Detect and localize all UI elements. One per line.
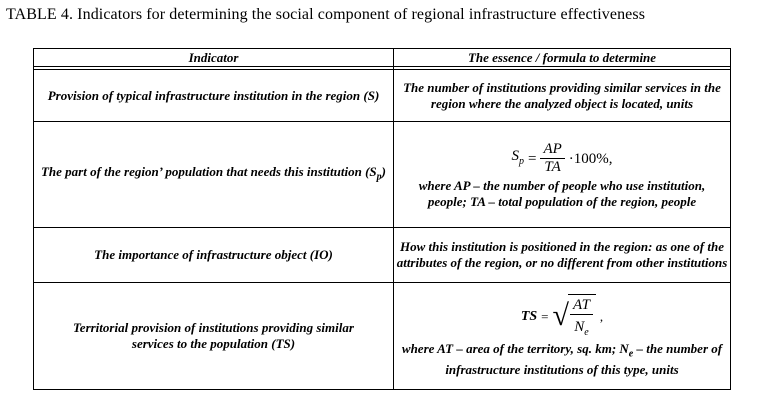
header-indicator: Indicator: [34, 49, 394, 67]
formula-sp: [511, 141, 612, 176]
essence-cell: How this institution is positioned in the region: as one of the attributes of the region, or no different from other institutions: [394, 228, 731, 283]
table-row: [34, 283, 731, 390]
formula-numerator: AT: [570, 297, 593, 315]
formula-lhs: S: [511, 147, 519, 164]
indicators-table: [33, 48, 731, 390]
indicator-cell: [34, 122, 394, 228]
formula-denominator-sub: e: [584, 326, 589, 338]
formula-lhs: TS: [520, 309, 538, 325]
table-row: [34, 70, 731, 122]
formula-lhs-sub: p: [518, 155, 524, 167]
table-row: [34, 122, 731, 228]
formula-tail: ,: [599, 309, 604, 325]
essence-cell: [394, 283, 731, 390]
formula-ts: [521, 294, 603, 341]
formula-eq: =: [527, 150, 537, 167]
indicator-cell: Provision of typical infrastructure institution in the region (S): [34, 70, 394, 122]
indicator-cell: Territorial provision of institutions providing similar services to the population (TS): [34, 283, 394, 390]
indicator-subscript: p: [376, 171, 382, 183]
table-row: [34, 228, 731, 283]
formula-eq: =: [541, 309, 549, 325]
formula-denominator: N: [574, 318, 585, 335]
essence-text: where AT – area of the territory, sq. km; $N_e$ – the number of infrastructure institutions of this type, units: [401, 340, 723, 378]
formula-fraction: [540, 141, 564, 176]
indicator-text-end: ): [381, 163, 386, 179]
essence-cell: The number of institutions providing similar services in the region where the analyzed object is located, units: [394, 70, 731, 122]
formula-tail: ·100%,: [568, 150, 613, 167]
essence-text: where AP – the number of people who use institution, people; TA – total population of the region, people: [418, 178, 706, 209]
indicator-cell: The importance of infrastructure object (IO): [34, 228, 394, 283]
formula-numerator: AP: [540, 141, 564, 159]
table-header-row: [34, 49, 731, 67]
formula-denominator: TA: [544, 159, 561, 175]
indicator-text: The part of the region’ population that needs this institution (S: [40, 163, 377, 179]
essence-cell: [394, 122, 731, 228]
table-caption: TABLE 4. Indicators for determining the social component of regional infrastructure effectiveness: [6, 6, 646, 23]
header-essence: The essence / formula to determine: [394, 49, 731, 67]
sqrt-symbol: √ $\frac{AT}{N_e}$: [553, 294, 596, 341]
